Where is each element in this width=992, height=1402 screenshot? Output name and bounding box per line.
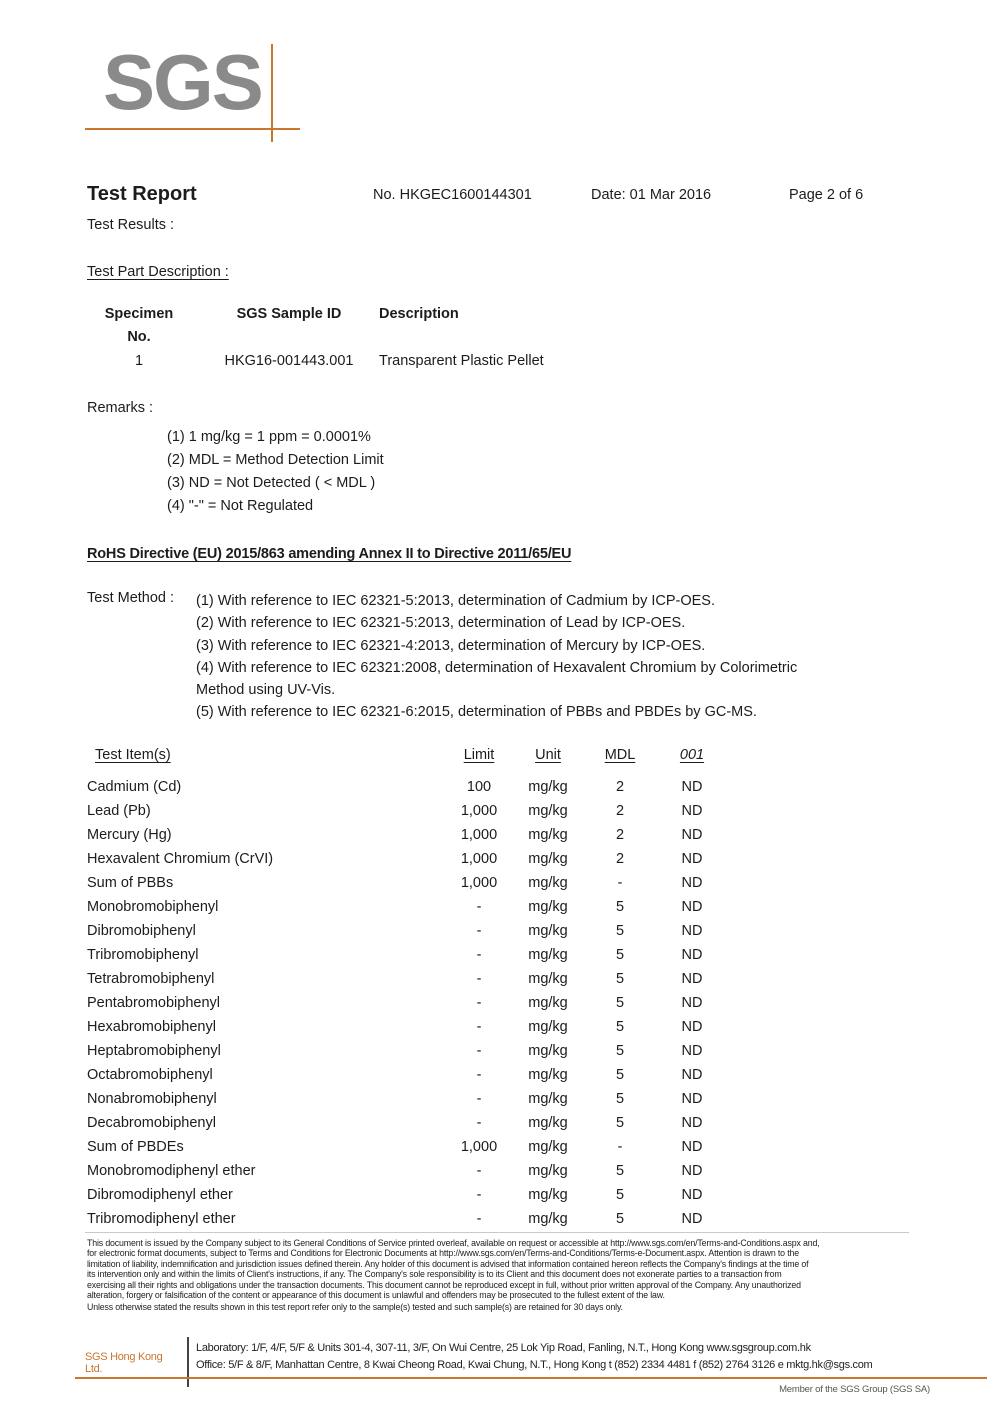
table-row [87, 1111, 727, 1135]
table-row [87, 919, 727, 943]
legal-disclaimer-line: alteration, forgery or falsification of the content or appearance of this document is unlawful and offenders may be prosecuted to the fullest extent of the law. [87, 1290, 665, 1301]
table-row [87, 1015, 727, 1039]
unit-value: mg/kg [528, 779, 568, 795]
limit-value: - [476, 1115, 482, 1131]
specimen-number: 1 [134, 353, 144, 369]
limit-value: - [476, 947, 482, 963]
test-method-item: (3) With reference to IEC 62321-4:2013, determination of Mercury by ICP-OES. [196, 637, 706, 654]
specimen-col-header: Specimen [104, 306, 174, 322]
unit-value: mg/kg [528, 923, 568, 939]
mdl-value: 5 [615, 1067, 625, 1083]
test-item-name: Dibromobiphenyl [87, 923, 196, 939]
test-item-name: Mercury (Hg) [87, 827, 172, 843]
mdl-value: 5 [615, 1019, 625, 1035]
table-row [87, 871, 727, 895]
test-item-name: Monobromodiphenyl ether [87, 1163, 256, 1179]
legal-disclaimer-line: for electronic format documents, subject to Terms and Conditions for Electronic Documents at http://www.sgs.com/en/Terms-and-Conditions/Terms-e-Document.aspx. Attention is drawn to the [87, 1248, 799, 1259]
unit-col-header: Unit [535, 747, 561, 763]
result-value: ND [681, 1091, 703, 1107]
mdl-value: 5 [615, 1163, 625, 1179]
result-value: ND [681, 803, 703, 819]
page-title: Test Report [87, 183, 197, 205]
unit-value: mg/kg [528, 1043, 568, 1059]
result-value: ND [681, 827, 703, 843]
limit-value: - [476, 995, 482, 1011]
result-value: ND [681, 1043, 703, 1059]
unit-value: mg/kg [528, 1091, 568, 1107]
legal-disclaimer-line: limitation of liability, indemnification and jurisdiction issues defined therein. Any holder of this document is advised that information contained hereon reflects the Company's findings at the time of [87, 1258, 809, 1269]
result-value: ND [681, 899, 703, 915]
table-row [87, 1063, 727, 1087]
unit-value: mg/kg [528, 947, 568, 963]
limit-value: 1,000 [460, 827, 498, 843]
test-item-name: Sum of PBDEs [87, 1139, 184, 1155]
sgs-sample-id: HKG16-001443.001 [224, 353, 354, 369]
mdl-value: 5 [615, 1211, 625, 1227]
limit-value: - [476, 899, 482, 915]
mdl-value: 2 [615, 779, 625, 795]
test-item-name: Cadmium (Cd) [87, 779, 182, 795]
unit-value: mg/kg [528, 1067, 568, 1083]
mdl-value: 5 [615, 1115, 625, 1131]
test-item-name: Tetrabromobiphenyl [87, 971, 215, 987]
table-row [87, 967, 727, 991]
footer-separator-line [85, 1232, 909, 1233]
unit-value: mg/kg [528, 827, 568, 843]
test-method-list [196, 590, 797, 724]
limit-value: - [476, 1043, 482, 1059]
mdl-value: 5 [615, 971, 625, 987]
mdl-value: - [617, 875, 623, 891]
table-row [87, 1087, 727, 1111]
legal-disclaimer-line: This document is issued by the Company subject to its General Conditions of Service printed overleaf, available on request or accessible at http://www.sgs.com/en/Terms-and-Conditions.aspx and, [87, 1238, 820, 1248]
result-value: ND [681, 1211, 703, 1227]
table-row [87, 943, 727, 967]
mdl-value: 2 [615, 803, 625, 819]
test-item-name: Dibromodiphenyl ether [87, 1187, 233, 1203]
limit-value: 1,000 [460, 875, 498, 891]
remark-item: (2) MDL = Method Detection Limit [167, 452, 384, 468]
test-item-name: Decabromobiphenyl [87, 1115, 216, 1131]
test-item-name: Lead (Pb) [87, 803, 151, 819]
specimen-description: Transparent Plastic Pellet [379, 353, 544, 369]
limit-value: 1,000 [460, 851, 498, 867]
test-item-name: Hexabromobiphenyl [87, 1019, 216, 1035]
sample-retention-note: Unless otherwise stated the results shown in this test report refer only to the sample(s) tested and such sample(s) are retained for 30 days only. [87, 1302, 623, 1312]
remark-item: (3) ND = Not Detected ( < MDL ) [167, 475, 376, 491]
company-name: SGS Hong Kong Ltd. [85, 1351, 163, 1375]
result-value: ND [681, 779, 703, 795]
unit-value: mg/kg [528, 1163, 568, 1179]
table-row [87, 823, 727, 847]
result-value: ND [681, 995, 703, 1011]
result-value: ND [681, 1019, 703, 1035]
mdl-value: 5 [615, 995, 625, 1011]
result-value: ND [681, 851, 703, 867]
table-row [87, 991, 727, 1015]
table-row [87, 775, 727, 799]
result-value: ND [681, 923, 703, 939]
unit-value: mg/kg [528, 1115, 568, 1131]
test-method-item: (5) With reference to IEC 62321-6:2015, determination of PBBs and PBDEs by GC-MS. [196, 704, 757, 721]
description-col-header: Description [379, 306, 459, 322]
result-value: ND [681, 947, 703, 963]
unit-value: mg/kg [528, 995, 568, 1011]
sample-001-col-header: 001 [679, 747, 705, 763]
unit-value: mg/kg [528, 851, 568, 867]
test-item-name: Tribromodiphenyl ether [87, 1211, 236, 1227]
test-method-item: (4) With reference to IEC 62321:2008, determination of Hexavalent Chromium by Colorimetric [196, 659, 798, 676]
test-items-col-header: Test Item(s) [95, 747, 171, 763]
results-table [87, 747, 727, 1231]
report-number: No. HKGEC1600144301 [373, 187, 532, 203]
remark-item: (1) 1 mg/kg = 1 ppm = 0.0001% [167, 429, 371, 445]
test-part-description-heading: Test Part Description : [87, 264, 229, 280]
unit-value: mg/kg [528, 1139, 568, 1155]
office-address: Office: 5/F & 8/F, Manhattan Centre, 8 Kwai Cheong Road, Kwai Chung, N.T., Hong Kong t (852) 2334 4481 f (852) 2764 3126 e mktg.hk@sgs.com [196, 1359, 873, 1371]
test-item-name: Sum of PBBs [87, 875, 174, 891]
page-indicator: Page 2 of 6 [789, 187, 864, 203]
laboratory-address: Laboratory: 1/F, 4/F, 5/F & Units 301-4, 307-11, 3/F, On Wui Centre, 25 Lok Yip Road, Fanling, N.T., Hong Kong www.sgsgroup.com.hk [196, 1342, 811, 1354]
footer-orange-rule [75, 1377, 987, 1379]
mdl-value: 5 [615, 923, 625, 939]
mdl-value: 5 [615, 1043, 625, 1059]
mdl-value: - [617, 1139, 623, 1155]
result-value: ND [681, 1115, 703, 1131]
result-value: ND [681, 1139, 703, 1155]
legal-disclaimer [87, 1238, 923, 1300]
limit-value: - [476, 1187, 482, 1203]
table-row [87, 1183, 727, 1207]
limit-value: - [476, 971, 482, 987]
results-table-body [87, 775, 727, 1231]
limit-value: 100 [466, 779, 492, 795]
table-row [87, 1039, 727, 1063]
test-item-name: Heptabromobiphenyl [87, 1043, 221, 1059]
result-value: ND [681, 875, 703, 891]
mdl-value: 2 [615, 827, 625, 843]
results-table-header [87, 747, 727, 775]
table-row [87, 1135, 727, 1159]
sgs-logo-vertical-line [271, 44, 273, 142]
sgs-group-member-note: Member of the SGS Group (SGS SA) [779, 1384, 930, 1395]
rohs-directive-heading: RoHS Directive (EU) 2015/863 amending Annex II to Directive 2011/65/EU [87, 546, 572, 562]
unit-value: mg/kg [528, 1019, 568, 1035]
mdl-value: 2 [615, 851, 625, 867]
table-row [87, 799, 727, 823]
limit-value: - [476, 923, 482, 939]
limit-value: - [476, 1091, 482, 1107]
test-method-item: Method using UV-Vis. [196, 682, 336, 699]
limit-value: - [476, 1067, 482, 1083]
test-item-name: Pentabromobiphenyl [87, 995, 221, 1011]
sgs-logo-text: SGS [103, 38, 262, 126]
test-item-name: Octabromobiphenyl [87, 1067, 213, 1083]
mdl-col-header: MDL [604, 747, 636, 763]
table-row [87, 1207, 727, 1231]
result-value: ND [681, 1187, 703, 1203]
mdl-value: 5 [615, 1091, 625, 1107]
specimen-no-col-header: No. [127, 329, 151, 345]
limit-value: 1,000 [460, 1139, 498, 1155]
result-value: ND [681, 971, 703, 987]
test-method-label: Test Method : [87, 590, 175, 606]
result-value: ND [681, 1163, 703, 1179]
remarks-list [167, 426, 384, 518]
unit-value: mg/kg [528, 899, 568, 915]
limit-value: - [476, 1163, 482, 1179]
sample-id-col-header: SGS Sample ID [236, 306, 342, 322]
unit-value: mg/kg [528, 971, 568, 987]
report-date: Date: 01 Mar 2016 [591, 187, 712, 203]
limit-value: - [476, 1211, 482, 1227]
remarks-label: Remarks : [87, 400, 154, 416]
sgs-logo-horizontal-line [85, 128, 300, 130]
legal-disclaimer-line: its intervention only and within the limits of Client's instructions, if any. The Company's sole responsibility is to its Client and this document does not exonerate parties to a transaction from [87, 1269, 782, 1280]
mdl-value: 5 [615, 899, 625, 915]
result-value: ND [681, 1067, 703, 1083]
mdl-value: 5 [615, 947, 625, 963]
test-results-label: Test Results : [87, 217, 175, 233]
footer-vertical-divider [187, 1337, 189, 1387]
table-row [87, 847, 727, 871]
test-method-item: (2) With reference to IEC 62321-5:2013, determination of Lead by ICP-OES. [196, 615, 686, 632]
legal-disclaimer-line: exercising all their rights and obligations under the transaction documents. This document cannot be reproduced except in full, without prior written approval of the Company. Any unauthorized [87, 1279, 801, 1290]
test-method-item: (1) With reference to IEC 62321-5:2013, determination of Cadmium by ICP-OES. [196, 593, 716, 609]
test-item-name: Monobromobiphenyl [87, 899, 219, 915]
test-item-name: Nonabromobiphenyl [87, 1091, 217, 1107]
unit-value: mg/kg [528, 1187, 568, 1203]
table-row [87, 895, 727, 919]
test-item-name: Hexavalent Chromium (CrVI) [87, 851, 274, 867]
table-row [87, 1159, 727, 1183]
test-item-name: Tribromobiphenyl [87, 947, 199, 963]
limit-value: - [476, 1019, 482, 1035]
unit-value: mg/kg [528, 875, 568, 891]
unit-value: mg/kg [528, 803, 568, 819]
unit-value: mg/kg [528, 1211, 568, 1227]
limit-value: 1,000 [460, 803, 498, 819]
limit-col-header: Limit [463, 747, 495, 763]
mdl-value: 5 [615, 1187, 625, 1203]
remark-item: (4) "-" = Not Regulated [167, 498, 314, 514]
